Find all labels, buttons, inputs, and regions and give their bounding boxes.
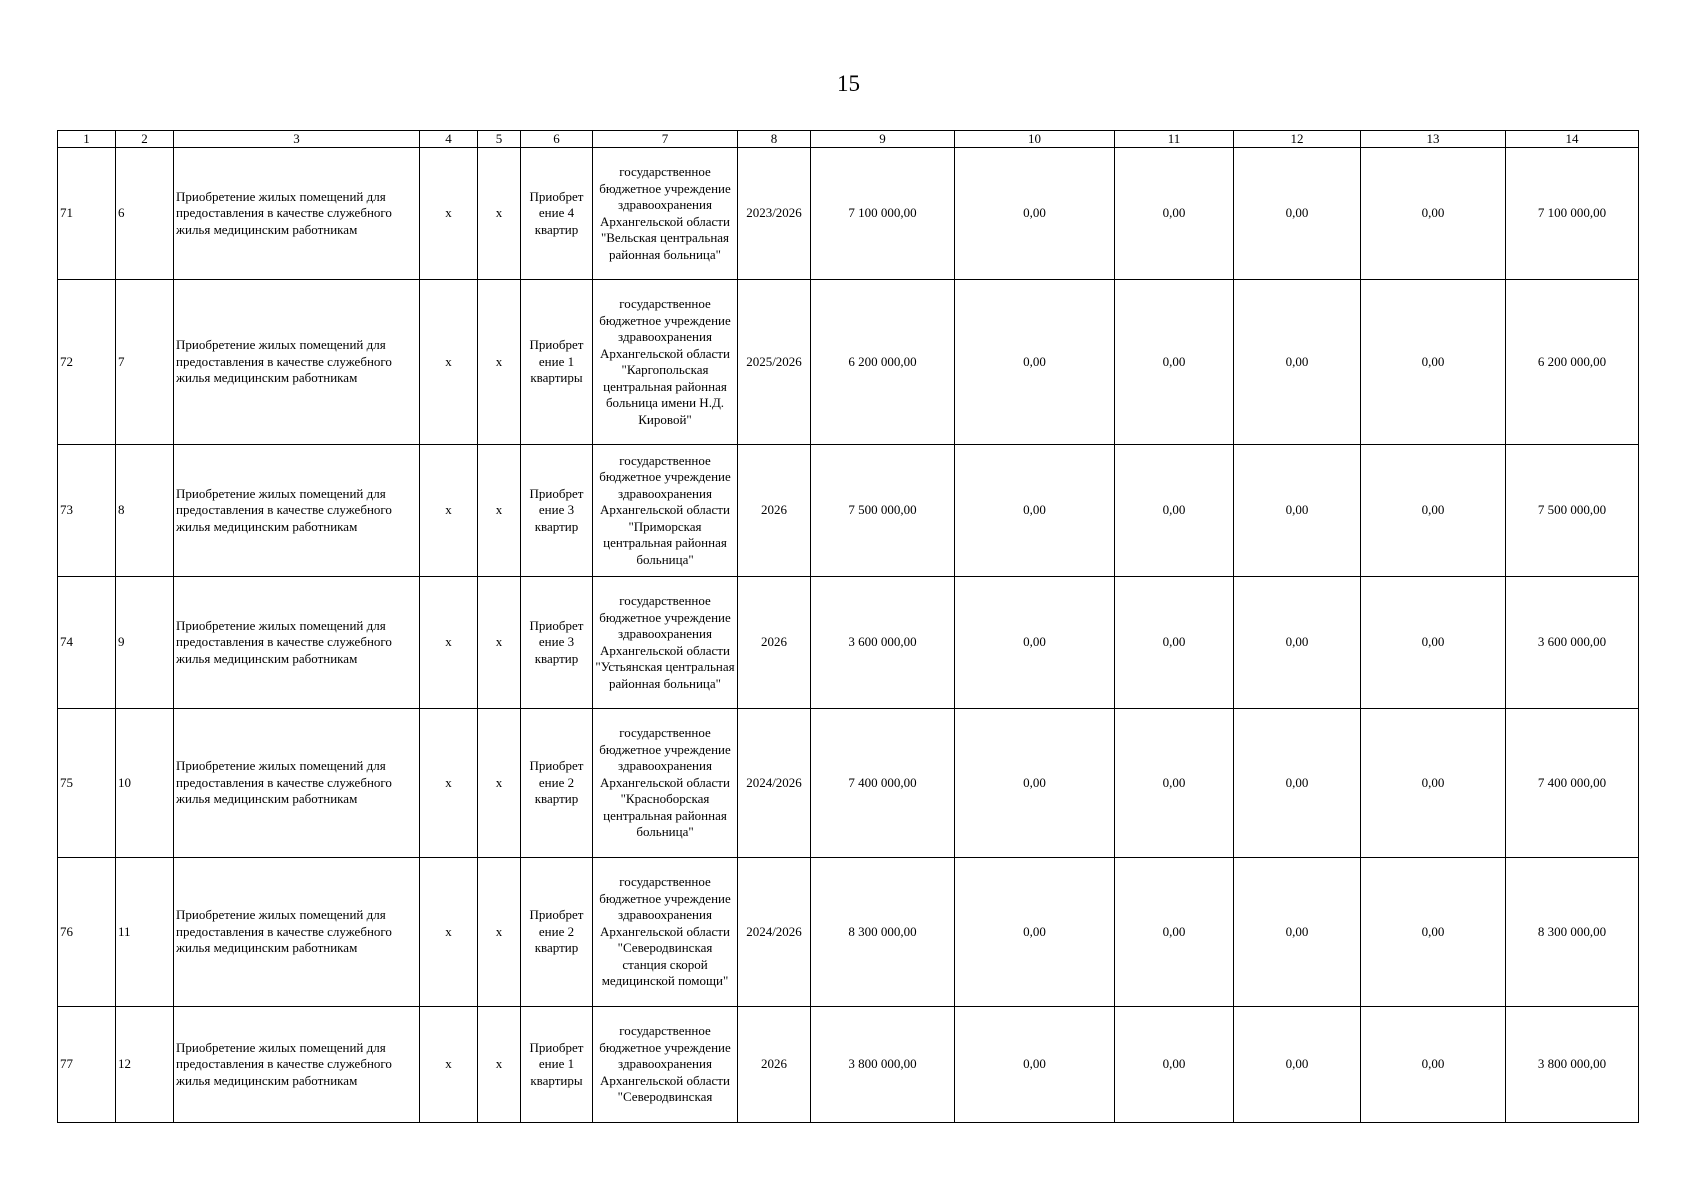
institution-name: государственное бюджетное учреждение здравоохранения Архангельской области "Северодвинская станция скорой медицинской помощи" — [593, 858, 738, 1007]
cell-x: х — [420, 858, 478, 1007]
table-row — [58, 577, 1639, 709]
column-number: 6 — [521, 131, 593, 148]
amount-total: 7 100 000,00 — [811, 148, 955, 280]
cell-x: х — [420, 709, 478, 858]
cell-x: х — [478, 445, 521, 577]
amount-value: 0,00 — [1234, 1007, 1361, 1123]
column-number: 14 — [1506, 131, 1639, 148]
amount-value: 0,00 — [1115, 445, 1234, 577]
amount-value: 0,00 — [1361, 148, 1506, 280]
result-description: Приобрет ение 1 квартиры — [521, 1007, 593, 1123]
cell-x: х — [478, 148, 521, 280]
amount-value: 0,00 — [1115, 577, 1234, 709]
amount-final: 8 300 000,00 — [1506, 858, 1639, 1007]
row-number: 71 — [58, 148, 116, 280]
item-number: 11 — [116, 858, 174, 1007]
item-number: 9 — [116, 577, 174, 709]
institution-name: государственное бюджетное учреждение здравоохранения Архангельской области "Красноборская центральная районная больница" — [593, 709, 738, 858]
period: 2025/2026 — [738, 280, 811, 445]
table-row — [58, 445, 1639, 577]
amount-value: 0,00 — [955, 709, 1115, 858]
amount-total: 7 500 000,00 — [811, 445, 955, 577]
amount-value: 0,00 — [1234, 709, 1361, 858]
cell-x: х — [420, 577, 478, 709]
amount-value: 0,00 — [1115, 858, 1234, 1007]
row-number: 76 — [58, 858, 116, 1007]
item-number: 6 — [116, 148, 174, 280]
amount-value: 0,00 — [1234, 858, 1361, 1007]
amount-value: 0,00 — [1115, 148, 1234, 280]
column-number: 1 — [58, 131, 116, 148]
amount-value: 0,00 — [1361, 709, 1506, 858]
amount-value: 0,00 — [1361, 858, 1506, 1007]
amount-final: 3 800 000,00 — [1506, 1007, 1639, 1123]
cell-x: х — [420, 1007, 478, 1123]
institution-name: государственное бюджетное учреждение здравоохранения Архангельской области "Северодвинская — [593, 1007, 738, 1123]
amount-total: 3 800 000,00 — [811, 1007, 955, 1123]
result-description: Приобрет ение 2 квартир — [521, 858, 593, 1007]
column-number: 8 — [738, 131, 811, 148]
row-number: 77 — [58, 1007, 116, 1123]
institution-name: государственное бюджетное учреждение здравоохранения Архангельской области "Приморская центральная районная больница" — [593, 445, 738, 577]
amount-value: 0,00 — [1361, 280, 1506, 445]
period: 2026 — [738, 445, 811, 577]
item-number: 10 — [116, 709, 174, 858]
period: 2026 — [738, 577, 811, 709]
amount-value: 0,00 — [1115, 709, 1234, 858]
result-description: Приобрет ение 2 квартир — [521, 709, 593, 858]
amount-final: 7 400 000,00 — [1506, 709, 1639, 858]
period: 2024/2026 — [738, 709, 811, 858]
column-number: 3 — [174, 131, 420, 148]
cell-x: х — [420, 148, 478, 280]
amount-value: 0,00 — [1361, 445, 1506, 577]
institution-name: государственное бюджетное учреждение здравоохранения Архангельской области "Вельская центральная районная больница" — [593, 148, 738, 280]
cell-x: х — [478, 280, 521, 445]
cell-x: х — [420, 280, 478, 445]
amount-value: 0,00 — [1234, 280, 1361, 445]
amount-value: 0,00 — [955, 148, 1115, 280]
amount-value: 0,00 — [955, 577, 1115, 709]
table-row — [58, 148, 1639, 280]
program-table — [57, 130, 1639, 1123]
event-name: Приобретение жилых помещений для предоставления в качестве служебного жилья медицинским работникам — [174, 709, 420, 858]
amount-value: 0,00 — [955, 1007, 1115, 1123]
result-description: Приобрет ение 3 квартир — [521, 445, 593, 577]
cell-x: х — [478, 1007, 521, 1123]
cell-x: х — [478, 709, 521, 858]
amount-final: 6 200 000,00 — [1506, 280, 1639, 445]
event-name: Приобретение жилых помещений для предоставления в качестве служебного жилья медицинским работникам — [174, 858, 420, 1007]
amount-value: 0,00 — [1234, 577, 1361, 709]
row-number: 72 — [58, 280, 116, 445]
amount-value: 0,00 — [955, 280, 1115, 445]
amount-total: 8 300 000,00 — [811, 858, 955, 1007]
amount-value: 0,00 — [955, 858, 1115, 1007]
cell-x: х — [420, 445, 478, 577]
event-name: Приобретение жилых помещений для предоставления в качестве служебного жилья медицинским работникам — [174, 1007, 420, 1123]
event-name: Приобретение жилых помещений для предоставления в качестве служебного жилья медицинским работникам — [174, 280, 420, 445]
table-row — [58, 280, 1639, 445]
column-number: 2 — [116, 131, 174, 148]
column-number: 5 — [478, 131, 521, 148]
result-description: Приобрет ение 1 квартиры — [521, 280, 593, 445]
institution-name: государственное бюджетное учреждение здравоохранения Архангельской области "Каргопольская центральная районная больница имени Н.Д. Кировой" — [593, 280, 738, 445]
amount-value: 0,00 — [1115, 1007, 1234, 1123]
column-number: 12 — [1234, 131, 1361, 148]
amount-value: 0,00 — [955, 445, 1115, 577]
result-description: Приобрет ение 3 квартир — [521, 577, 593, 709]
amount-total: 6 200 000,00 — [811, 280, 955, 445]
amount-final: 7 500 000,00 — [1506, 445, 1639, 577]
row-number: 75 — [58, 709, 116, 858]
amount-value: 0,00 — [1115, 280, 1234, 445]
amount-final: 3 600 000,00 — [1506, 577, 1639, 709]
amount-total: 7 400 000,00 — [811, 709, 955, 858]
page-number: 15 — [837, 71, 860, 96]
cell-x: х — [478, 858, 521, 1007]
column-number: 11 — [1115, 131, 1234, 148]
amount-value: 0,00 — [1234, 148, 1361, 280]
column-number: 13 — [1361, 131, 1506, 148]
column-number: 4 — [420, 131, 478, 148]
event-name: Приобретение жилых помещений для предоставления в качестве служебного жилья медицинским работникам — [174, 148, 420, 280]
column-number: 9 — [811, 131, 955, 148]
amount-value: 0,00 — [1361, 577, 1506, 709]
amount-value: 0,00 — [1361, 1007, 1506, 1123]
amount-final: 7 100 000,00 — [1506, 148, 1639, 280]
period: 2023/2026 — [738, 148, 811, 280]
result-description: Приобрет ение 4 квартир — [521, 148, 593, 280]
event-name: Приобретение жилых помещений для предоставления в качестве служебного жилья медицинским работникам — [174, 445, 420, 577]
column-number-row — [58, 131, 1639, 148]
period: 2024/2026 — [738, 858, 811, 1007]
column-number: 7 — [593, 131, 738, 148]
amount-total: 3 600 000,00 — [811, 577, 955, 709]
table-row — [58, 1007, 1639, 1123]
item-number: 8 — [116, 445, 174, 577]
event-name: Приобретение жилых помещений для предоставления в качестве служебного жилья медицинским работникам — [174, 577, 420, 709]
amount-value: 0,00 — [1234, 445, 1361, 577]
period: 2026 — [738, 1007, 811, 1123]
row-number: 74 — [58, 577, 116, 709]
item-number: 12 — [116, 1007, 174, 1123]
table-row — [58, 709, 1639, 858]
cell-x: х — [478, 577, 521, 709]
institution-name: государственное бюджетное учреждение здравоохранения Архангельской области "Устьянская центральная районная больница" — [593, 577, 738, 709]
item-number: 7 — [116, 280, 174, 445]
column-number: 10 — [955, 131, 1115, 148]
row-number: 73 — [58, 445, 116, 577]
table-row — [58, 858, 1639, 1007]
